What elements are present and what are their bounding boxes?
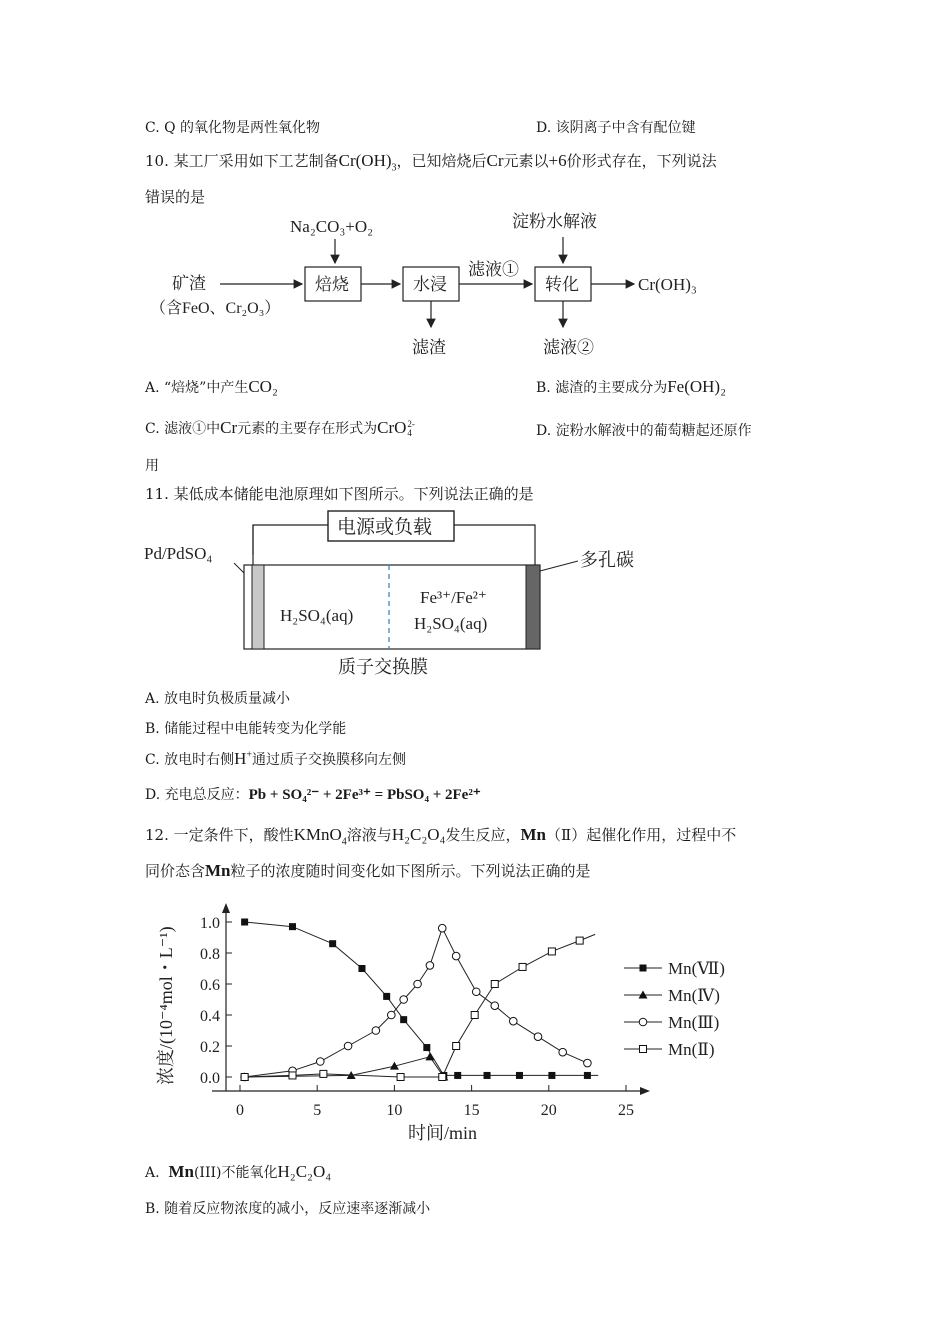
q10-option-c: C. 滤液①中Cr元素的主要存在形式为CrO2- 4 — [145, 418, 415, 439]
q12-concentration-chart — [150, 895, 770, 1150]
flow-ore: 矿渣 — [172, 274, 206, 293]
flow-filtrate-1: 滤液① — [468, 260, 519, 279]
chart-point-s3-3 — [397, 1074, 404, 1081]
battery-wire — [253, 525, 328, 555]
q12-stem-line2: 同价态含Mn粒子的浓度随时间变化如下图所示。下列说法正确的是 — [145, 861, 591, 880]
chart-y-tick-label-0.0: 0.0 — [200, 1070, 220, 1087]
q11-stem: 11. 某低成本储能电池原理如下图所示。下列说法正确的是 — [145, 485, 534, 503]
flow-product: Cr(OH)₃ — [638, 275, 697, 294]
chart-y-tick-label-0.8: 0.8 — [200, 946, 220, 963]
q12-chem-mn: Mn — [520, 825, 547, 844]
q12-stem: 12. 一定条件下，酸性KMnO$_4$溶液与H₂C₂O₄发生反应，Mn（Ⅱ）起催化作用，过程中不 — [145, 825, 737, 848]
q10-option-c-chem: CrO2- 4 — [377, 418, 415, 439]
chart-x-label: 时间/min — [408, 1123, 478, 1143]
chart-series-line-1 — [245, 1057, 444, 1077]
chart-point-s3-1 — [289, 1072, 296, 1079]
legend-label-1: Mn(Ⅳ) — [668, 986, 720, 1005]
chart-point-s2-7 — [414, 980, 422, 988]
chart-point-s0-5 — [400, 1016, 407, 1023]
q12-option-a-chem: H₂C₂O₄ — [277, 1162, 332, 1181]
chart-y-tick-label-1.0: 1.0 — [200, 915, 220, 932]
chart-point-s0-0 — [241, 919, 248, 926]
q9-option-d: D. 该阴离子中含有配位键 — [536, 120, 696, 136]
q10-valence: +6 — [548, 151, 567, 170]
q10-chem-cr: Cr — [486, 151, 504, 170]
chart-x-tick-label-15: 15 — [463, 1102, 480, 1119]
q10-flow-diagram — [150, 205, 730, 365]
flow-box-leaching-label: 水浸 — [413, 275, 447, 294]
chart-x-tick-label-10: 10 — [386, 1102, 403, 1119]
q12-chem-h2c2o4: H₂C₂O₄ — [391, 825, 446, 844]
legend-marker-3 — [640, 1046, 647, 1053]
q10-option-a: A. “焙烧”中产生CO₂ — [145, 377, 278, 396]
chart-point-s0-6 — [423, 1044, 430, 1051]
chart-x-tick-label-20: 20 — [540, 1102, 557, 1119]
chart-point-s3-8 — [519, 963, 526, 970]
chart-point-s3-10 — [576, 937, 583, 944]
chart-point-s3-0 — [241, 1074, 248, 1081]
q10-stem-part-a: 10. 某工厂采用如下工艺制备 — [145, 152, 339, 170]
chart-point-s2-9 — [438, 924, 446, 932]
chart-x-axis-arrow — [640, 1087, 650, 1095]
right-ions-label: Fe³⁺/Fe²⁺ — [420, 588, 487, 607]
right-electrode-plate — [526, 565, 540, 649]
chart-point-s3-4 — [439, 1074, 446, 1081]
chart-x-tick-label-5: 5 — [313, 1102, 322, 1119]
chart-y-label: 浓度/(10⁻⁴mol・L⁻¹) — [156, 926, 176, 1085]
legend-label-2: Mn(Ⅲ) — [668, 1013, 720, 1032]
left-solution-label: H₂SO₄(aq) — [280, 606, 354, 625]
q12-chem-kmno4: KMnO$_4$ — [293, 825, 347, 848]
q11-option-d-equation: Pb + SO₄²⁻ + 2Fe³⁺ = PbSO₄ + 2Fe²⁺ — [248, 787, 481, 803]
q11-option-d: D. 充电总反应：Pb + SO₄²⁻ + 2Fe³⁺ = PbSO₄ + 2Fe²⁺ — [145, 787, 481, 803]
q11-option-c: C. 放电时右侧H+通过质子交换膜移向左侧 — [145, 749, 407, 768]
chart-point-s0-9 — [484, 1072, 491, 1079]
flow-starch: 淀粉水解液 — [512, 212, 597, 231]
chart-point-s2-8 — [426, 962, 434, 970]
flow-ore-composition: （含FeO、Cr₂O₃） — [150, 300, 281, 317]
q9-option-c: C. Q 的氧化物是两性氧化物 — [145, 120, 321, 136]
chart-point-s2-11 — [472, 988, 480, 996]
chart-y-tick-label-0.6: 0.6 — [200, 977, 220, 994]
right-solution-label: H₂SO₄(aq) — [414, 614, 488, 633]
right-electrode-pointer — [540, 561, 578, 571]
legend-label-3: Mn(Ⅱ) — [668, 1040, 715, 1059]
q11-option-b: B. 储能过程中电能转变为化学能 — [145, 721, 347, 737]
q10-chem-croh3: $Cr(OH)_3$ — [338, 151, 397, 174]
q10-stem-part-d: 价形式存在，下列说法 — [566, 152, 717, 170]
power-source-label: 电源或负载 — [337, 517, 433, 538]
left-electrode-plate — [252, 565, 264, 649]
flow-reagent-top: Na₂CO₃+O₂ — [290, 217, 374, 236]
chart-x-tick-label-0: 0 — [236, 1102, 244, 1119]
chart-point-s0-4 — [383, 993, 390, 1000]
chart-y-axis-arrow — [222, 903, 230, 913]
chart-series-line-0 — [245, 922, 599, 1075]
chart-point-s0-1 — [289, 923, 296, 930]
q10-stem-part-b: ，已知焙烧后 — [396, 152, 487, 170]
flow-box-roasting-label: 焙烧 — [315, 275, 349, 294]
chart-point-s2-13 — [509, 1017, 517, 1025]
q11-chem-h-plus: H+ — [234, 749, 253, 768]
chart-point-s0-11 — [548, 1072, 555, 1079]
left-electrode-label: Pd/PdSO₄ — [144, 544, 213, 563]
chart-point-s2-2 — [316, 1058, 324, 1066]
chart-x-tick-label-25: 25 — [618, 1102, 634, 1119]
chart-point-s3-7 — [491, 981, 498, 988]
chart-point-s2-12 — [491, 1002, 499, 1010]
flow-box-conversion-label: 转化 — [545, 275, 579, 294]
q10-stem — [145, 150, 717, 173]
chart-point-s2-5 — [388, 1011, 396, 1019]
chart-point-s2-3 — [344, 1042, 352, 1050]
chart-point-s3-2 — [320, 1070, 327, 1077]
q11-option-a: A. 放电时负极质量减小 — [145, 691, 291, 707]
chart-point-s2-16 — [584, 1059, 592, 1067]
chart-point-s2-6 — [400, 996, 408, 1004]
membrane-label: 质子交换膜 — [338, 657, 428, 677]
q10-stem-line2: 错误的是 — [145, 188, 206, 206]
chart-point-s2-10 — [452, 952, 460, 960]
chart-y-tick-label-0.4: 0.4 — [200, 1008, 220, 1025]
chart-point-s1-3 — [425, 1052, 434, 1060]
chart-point-s0-10 — [516, 1072, 523, 1079]
flow-filtrate-2: 滤液② — [543, 338, 594, 357]
q10-option-d: D. 淀粉水解液中的葡萄糖起还原作 — [536, 423, 752, 439]
q12-option-a: A. Mn(III)不能氧化H₂C₂O₄ — [145, 1162, 332, 1181]
q10-stem-part-c: 元素以 — [503, 152, 549, 170]
chart-point-s0-12 — [584, 1072, 591, 1079]
q11-battery-diagram — [138, 503, 678, 683]
battery-wire-right — [454, 525, 535, 565]
right-electrode-label: 多孔碳 — [580, 550, 634, 570]
q12-option-b: B. 随着反应物浓度的减小，反应速率逐渐减小 — [145, 1201, 431, 1217]
chart-series-line-3 — [245, 934, 595, 1077]
chart-point-s3-5 — [453, 1043, 460, 1050]
q10-option-a-chem: CO₂ — [248, 377, 278, 396]
q10-option-d-continued: 用 — [145, 458, 159, 474]
q10-option-b: B. 滤渣的主要成分为Fe(OH)₂ — [536, 377, 727, 396]
q10-option-b-chem: Fe(OH)₂ — [667, 377, 727, 396]
chart-point-s3-9 — [548, 948, 555, 955]
chart-point-s0-3 — [358, 965, 365, 972]
chart-y-tick-label-0.2: 0.2 — [200, 1039, 220, 1056]
chart-point-s2-15 — [559, 1048, 567, 1056]
legend-label-0: Mn(Ⅶ) — [668, 959, 725, 978]
legend-marker-0 — [640, 965, 647, 972]
chart-series-line-2 — [245, 928, 588, 1077]
flow-residue: 滤渣 — [412, 338, 446, 357]
legend-marker-2 — [639, 1018, 647, 1026]
chart-point-s0-8 — [454, 1072, 461, 1079]
chart-point-s2-4 — [372, 1027, 380, 1035]
chart-point-s0-2 — [329, 940, 336, 947]
chart-point-s3-6 — [471, 1012, 478, 1019]
chart-point-s2-14 — [534, 1033, 542, 1041]
